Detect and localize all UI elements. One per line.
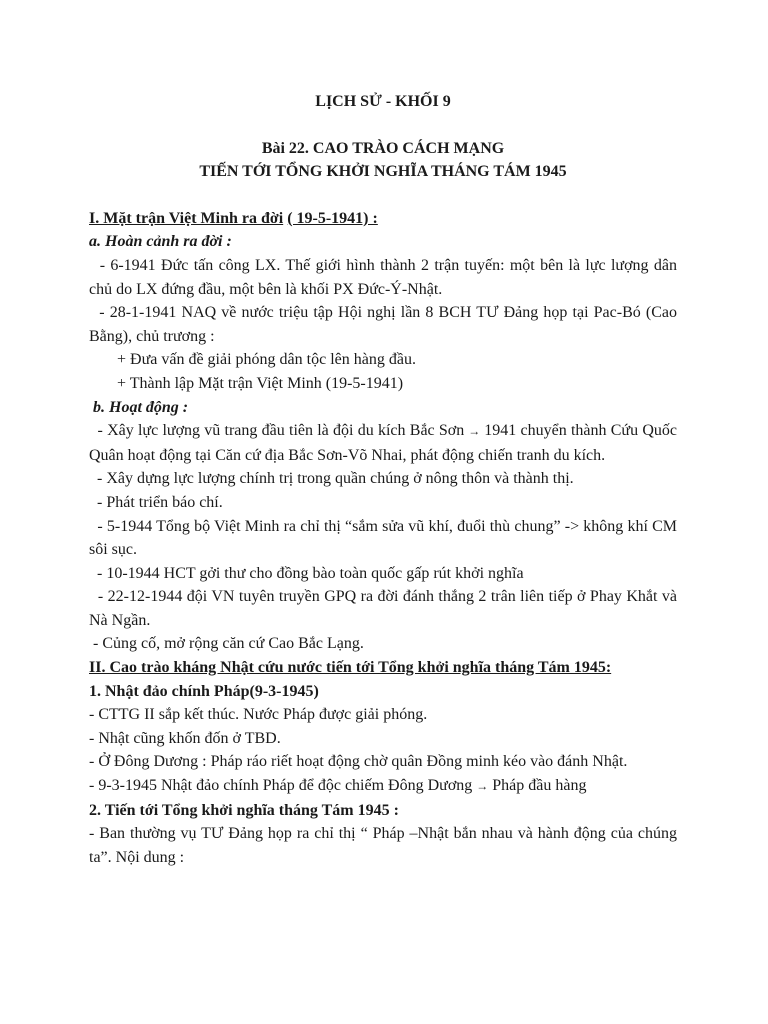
paragraph: - 10-1944 HCT gởi thư cho đồng bào toàn quốc gấp rút khởi nghĩa bbox=[89, 564, 524, 582]
paragraph: + Thành lập Mặt trận Việt Minh (19-5-1941) bbox=[89, 374, 404, 392]
section1-heading bbox=[89, 207, 677, 231]
right-arrow-icon: → bbox=[476, 779, 489, 794]
paragraph: - Củng cố, mở rộng căn cứ Cao Bắc Lạng. bbox=[89, 635, 364, 653]
paragraph: + Đưa vấn đề giải phóng dân tộc lên hàng đầu. bbox=[89, 351, 416, 369]
paragraph: - 22-12-1944 đội VN tuyên truyền GPQ ra đời đánh thắng 2 trân liên tiếp ở Phay Khắt và Nà Ngần. bbox=[89, 588, 682, 629]
document-page bbox=[89, 90, 682, 869]
paragraph: - Xây dựng lực lượng chính trị trong quần chúng ở nông thôn và thành thị. bbox=[89, 470, 574, 488]
section2-heading: II. Cao trào kháng Nhật cứu nước tiến tới Tổng khởi nghĩa tháng Tám 1945: bbox=[89, 659, 612, 677]
paragraph: - CTTG II sắp kết thúc. Nước Pháp được giải phóng. bbox=[89, 706, 428, 724]
paragraph: - Nhật cũng khốn đốn ở TBD. bbox=[89, 729, 281, 747]
paragraph bbox=[89, 419, 682, 467]
subsection-2-heading: 2. Tiến tới Tổng khởi nghĩa tháng Tám 1945 : bbox=[89, 801, 399, 819]
paragraph: - 5-1944 Tổng bộ Việt Minh ra chỉ thị “sắm sửa vũ khí, đuổi thù chung” -> không khí CM sôi sục. bbox=[89, 517, 681, 559]
lesson-title-line2: TIẾN TỚI TỔNG KHỞI NGHĨA THÁNG TÁM 1945 bbox=[199, 163, 567, 181]
right-arrow-icon: → bbox=[468, 424, 481, 439]
subsection-a-heading: a. Hoàn cảnh ra đời : bbox=[89, 233, 232, 251]
section1-heading-date: ( 19-5-1941) : bbox=[287, 209, 378, 227]
paragraph: - Ở Đông Dương : Pháp ráo riết hoạt động chờ quân Đồng minh kéo vào đánh Nhật. bbox=[89, 753, 628, 771]
lesson-title-line1: Bài 22. CAO TRÀO CÁCH MẠNG bbox=[261, 139, 505, 157]
document-title: LỊCH SỬ - KHỐI 9 bbox=[315, 93, 451, 110]
section1-heading-text: I. Mặt trận Việt Minh ra đời bbox=[89, 209, 284, 227]
paragraph-text: Pháp đầu hàng bbox=[492, 777, 587, 795]
paragraph: - Ban thường vụ TƯ Đảng họp ra chỉ thị “ Pháp –Nhật bắn nhau và hành động của chúng ta”. Nội dung : bbox=[89, 825, 681, 866]
paragraph: - 6-1941 Đức tấn công LX. Thế giới hình thành 2 trận tuyến: một bên là lực lượng dân chủ do LX đứng đầu, một bên là khối PX Đức-Ý-Nhật. bbox=[89, 256, 681, 298]
subsection-1-heading: 1. Nhật đảo chính Pháp(9-3-1945) bbox=[89, 682, 319, 700]
paragraph: - Phát triển báo chí. bbox=[89, 493, 223, 511]
paragraph-text: - Xây lực lượng vũ trang đầu tiên là đội du kích Bắc Sơn bbox=[89, 422, 465, 440]
paragraph: - 28-1-1941 NAQ về nước triệu tập Hội nghị lần 8 BCH TƯ Đảng họp tại Pac-Bó (Cao Bằng), chủ trương : bbox=[89, 304, 681, 345]
subsection-b-heading: b. Hoạt động : bbox=[89, 398, 189, 416]
paragraph-text: - 9-3-1945 Nhật đảo chính Pháp để độc chiếm Đông Dương bbox=[89, 777, 473, 795]
paragraph-text: 1941 chuyển thành Cứu Quốc Quân hoạt động tại Căn cứ địa Bắc Sơn-Võ Nhai, phát động chiến tranh du kích. bbox=[89, 422, 682, 464]
paragraph bbox=[89, 774, 677, 799]
